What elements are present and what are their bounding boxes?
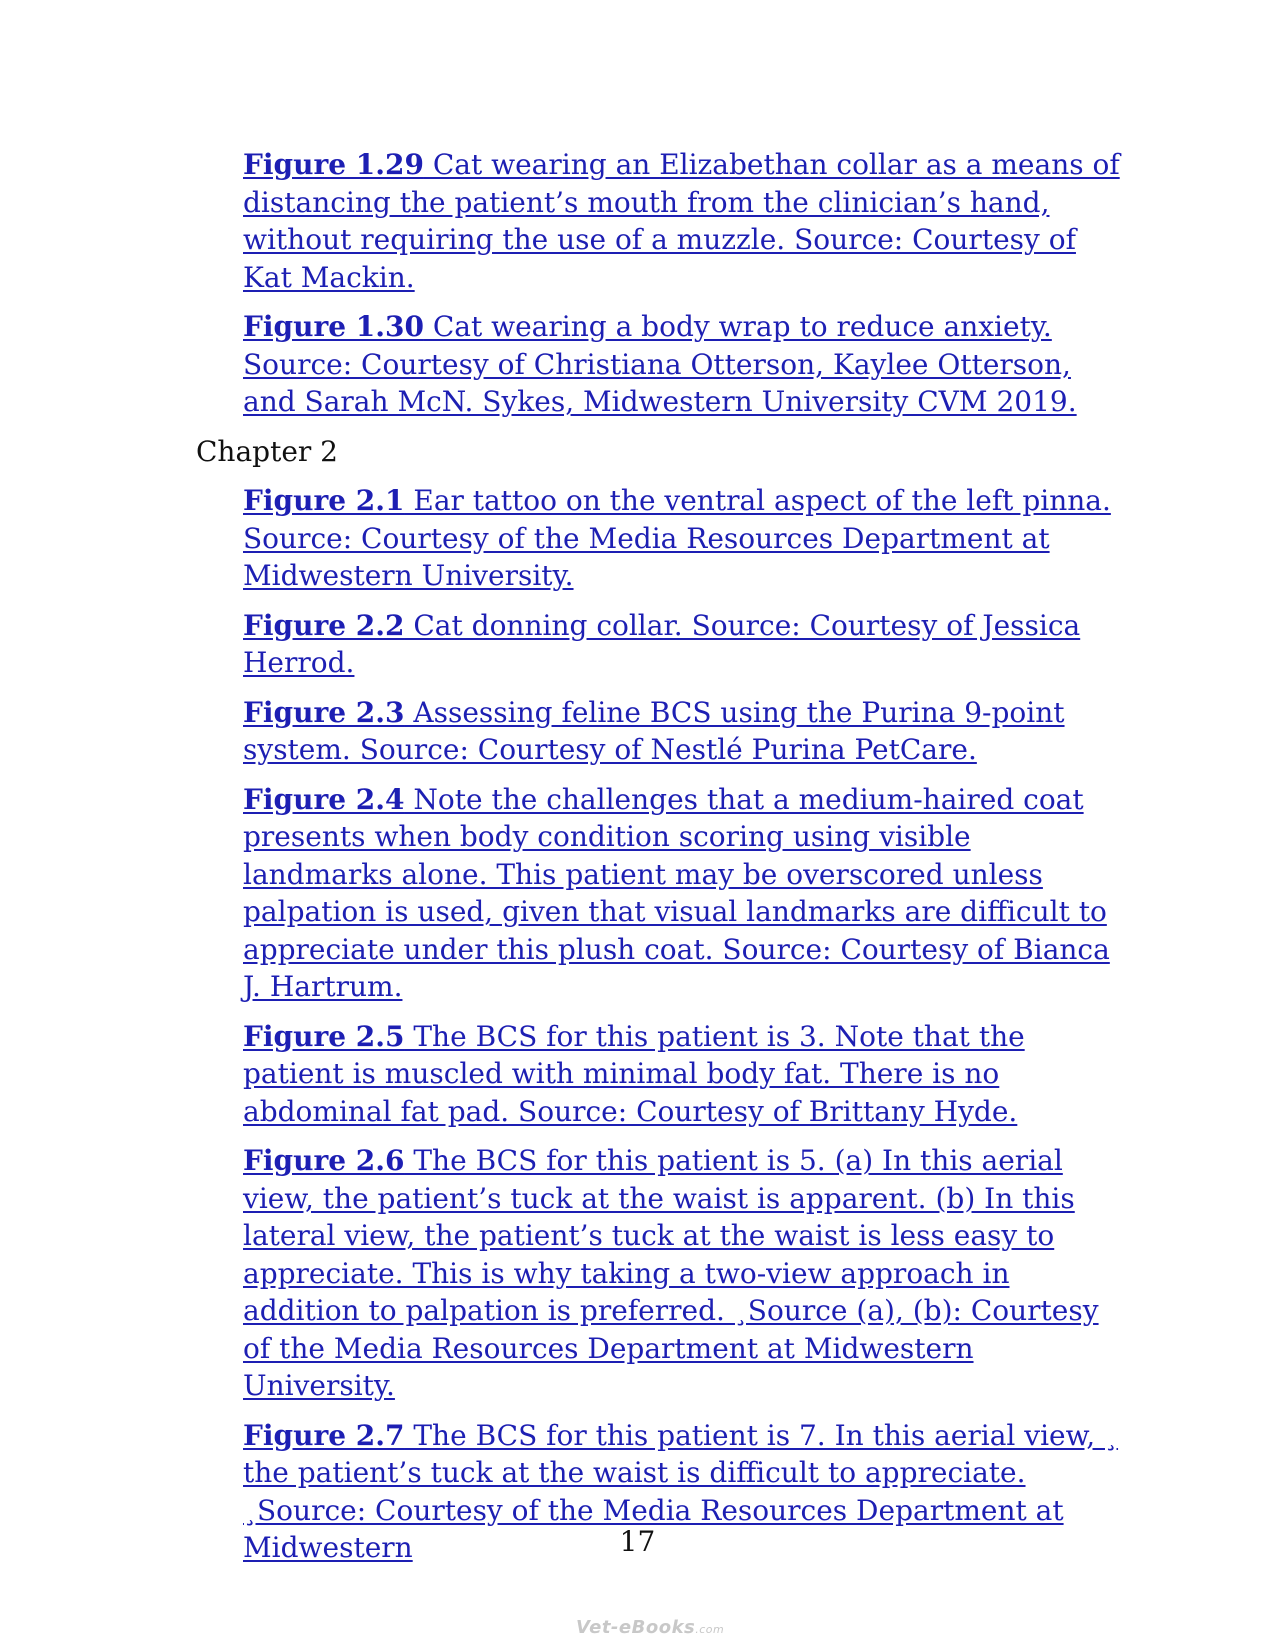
figure-entry[interactable] <box>243 1142 1123 1405</box>
figure-entry[interactable] <box>243 146 1123 296</box>
watermark-logo <box>576 1617 724 1638</box>
figure-caption: Cat donning collar. Source: Courtesy of Jessica Herrod. <box>243 608 1081 679</box>
chapter-heading: Chapter 2 <box>196 434 338 468</box>
figure-entry[interactable] <box>243 308 1123 421</box>
figure-link[interactable] <box>243 783 1110 1004</box>
figure-caption: Note the challenges that a medium-haired coat presents when body condition scoring using visible landmarks alone. This patient may be overscored unless palpation is used, given that visual landmarks are difficult to appreciate under this plush coat. Source: Courtesy of Bianca J. Hartrum. <box>243 782 1110 1003</box>
figure-entry[interactable] <box>243 482 1123 595</box>
figure-number: Figure 1.29 <box>243 148 424 181</box>
figure-caption: Cat wearing a body wrap to reduce anxiety. Source: Courtesy of Christiana Otterson, Kaylee Otterson, and Sarah McN. Sykes, Midwestern University CVM 2019. <box>243 310 1077 418</box>
figure-entry[interactable] <box>243 607 1123 682</box>
figure-number: Figure 2.4 <box>243 782 405 816</box>
watermark-suffix: .com <box>695 1623 725 1636</box>
figure-number: Figure 2.7 <box>243 1418 405 1452</box>
figure-number: Figure 2.6 <box>243 1144 405 1177</box>
figure-number: Figure 2.1 <box>243 484 405 517</box>
figure-caption: Cat wearing an Elizabethan collar as a means of distancing the patient’s mouth from the clinician’s hand, without requiring the use of a muzzle. Source: Courtesy of Kat Mackin. <box>243 148 1120 294</box>
watermark-text: Vet-eBooks <box>576 1617 696 1638</box>
figure-link[interactable] <box>243 609 1080 680</box>
figure-link[interactable] <box>243 310 1077 418</box>
figure-link[interactable] <box>243 484 1111 592</box>
figure-caption: The BCS for this patient is 7. In this aerial view, ¸ the patient’s tuck at the waist is difficult to appreciate. ¸Source: Courtesy of the Media Resources Department at Midwestern <box>243 1418 1119 1564</box>
figure-list <box>0 146 1275 1579</box>
figure-number: Figure 2.5 <box>243 1019 405 1053</box>
figure-number: Figure 2.3 <box>243 695 405 729</box>
figure-caption: The BCS for this patient is 3. Note that the patient is muscled with minimal body fat. There is no abdominal fat pad. Source: Courtesy of Brittany Hyde. <box>243 1019 1025 1128</box>
figure-link[interactable] <box>243 1020 1025 1128</box>
figure-caption: Ear tattoo on the ventral aspect of the left pinna. Source: Courtesy of the Media Resources Department at Midwestern University. <box>243 484 1111 592</box>
figure-link[interactable] <box>243 1144 1099 1402</box>
figure-caption: Assessing feline BCS using the Purina 9-point system. Source: Courtesy of Nestlé Purina PetCare. <box>243 695 1065 766</box>
figure-number: Figure 2.2 <box>243 608 405 642</box>
figure-link[interactable] <box>243 148 1120 294</box>
figure-number: Figure 1.30 <box>243 310 424 343</box>
figure-entry[interactable] <box>243 781 1123 1006</box>
page-number: 17 <box>619 1525 656 1558</box>
figure-link[interactable] <box>243 696 1065 767</box>
figure-caption: The BCS for this patient is 5. (a) In this aerial view, the patient’s tuck at the waist is apparent. (b) In this lateral view, the patient’s tuck at the waist is less easy to appreciate. This is why taking a two-view approach in addition to palpation is preferred. ¸Source (a), (b): Courtesy of the Media Resources Department at Midwestern University. <box>243 1144 1099 1402</box>
figure-entry[interactable] <box>243 694 1123 769</box>
figure-entry[interactable] <box>243 1018 1123 1131</box>
